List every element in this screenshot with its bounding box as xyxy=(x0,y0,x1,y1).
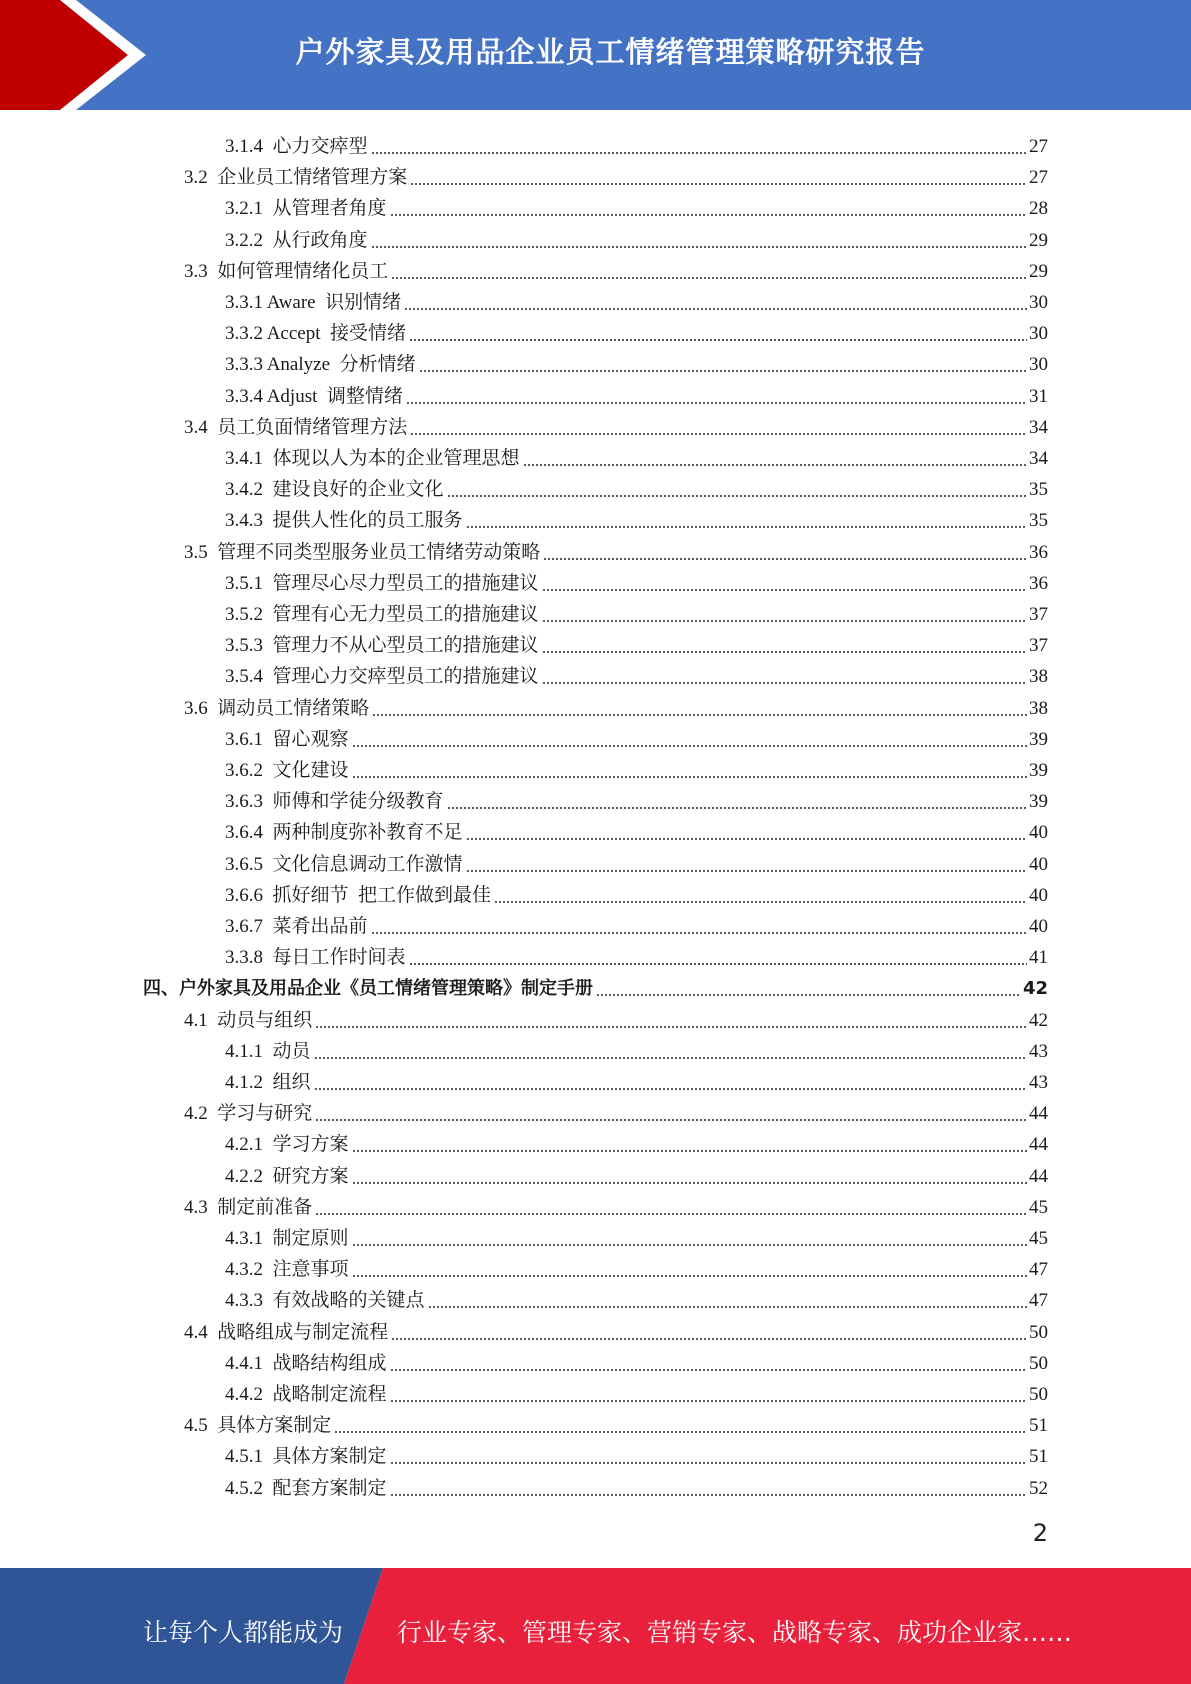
toc-entry-label: 3.3.8 每日工作时间表 xyxy=(225,947,406,968)
toc-entry-page: 41 xyxy=(1029,947,1048,968)
toc-entry[interactable] xyxy=(225,751,1048,782)
page-footer xyxy=(0,1568,1191,1684)
toc-entry-page: 28 xyxy=(1029,198,1048,219)
toc-entry[interactable] xyxy=(225,595,1048,626)
toc-entry[interactable] xyxy=(225,1281,1048,1312)
toc-entry[interactable] xyxy=(225,439,1048,470)
toc-entry-label: 3.6.3 师傅和学徒分级教育 xyxy=(225,791,444,812)
toc-entry-label: 3.2.2 从行政角度 xyxy=(225,230,368,251)
toc-entry-label: 3.4.2 建设良好的企业文化 xyxy=(225,479,444,500)
toc-leader-dots xyxy=(315,1026,1027,1028)
toc-entry-page: 40 xyxy=(1029,916,1048,937)
toc-entry-label: 3.6.6 抓好细节 把工作做到最佳 xyxy=(225,885,492,906)
toc-leader-dots xyxy=(352,745,1027,747)
toc-entry-page: 43 xyxy=(1029,1072,1048,1093)
toc-entry-label: 4.2.1 学习方案 xyxy=(225,1134,349,1155)
toc-entry-page: 47 xyxy=(1029,1259,1048,1280)
toc-leader-dots xyxy=(371,152,1027,154)
toc-entry-page: 34 xyxy=(1029,417,1048,438)
toc-entry[interactable] xyxy=(184,1094,1048,1125)
toc-leader-dots xyxy=(409,339,1027,341)
toc-entry-page: 30 xyxy=(1029,323,1048,344)
toc-entry-page: 35 xyxy=(1029,510,1048,531)
toc-entry-page: 37 xyxy=(1029,635,1048,656)
toc-entry-label: 3.5.4 管理心力交瘁型员工的措施建议 xyxy=(225,666,539,687)
toc-entry-label: 4.2.2 研究方案 xyxy=(225,1166,349,1187)
toc-entry-label: 3.6.7 菜肴出品前 xyxy=(225,916,368,937)
page-header xyxy=(0,0,1191,110)
toc-entry-page: 44 xyxy=(1029,1134,1048,1155)
toc-entry[interactable] xyxy=(184,1313,1048,1344)
toc-entry-label: 3.2.1 从管理者角度 xyxy=(225,198,387,219)
toc-entry-page: 38 xyxy=(1029,666,1048,687)
toc-entry-page: 52 xyxy=(1029,1478,1048,1499)
toc-entry-label: 3.3.2 Accept 接受情绪 xyxy=(225,323,407,344)
toc-entry-page: 44 xyxy=(1029,1166,1048,1187)
toc-entry-label: 4.1 动员与组织 xyxy=(184,1010,313,1031)
toc-leader-dots xyxy=(406,402,1027,404)
toc-entry-label: 3.3.4 Adjust 调整情绪 xyxy=(225,386,403,407)
toc-entry-page: 36 xyxy=(1029,542,1048,563)
toc-entry[interactable] xyxy=(143,969,1048,1000)
toc-entry-page: 39 xyxy=(1029,760,1048,781)
toc-entry[interactable] xyxy=(225,1157,1048,1188)
toc-leader-dots xyxy=(466,838,1027,840)
toc-entry-label: 3.6.1 留心观察 xyxy=(225,729,349,750)
toc-leader-dots xyxy=(390,214,1027,216)
toc-leader-dots xyxy=(409,963,1027,965)
toc-entry-page: 44 xyxy=(1029,1103,1048,1124)
toc-entry[interactable] xyxy=(225,1344,1048,1375)
toc-entry[interactable] xyxy=(225,377,1048,408)
toc-entry[interactable] xyxy=(184,1001,1048,1032)
toc-leader-dots xyxy=(372,714,1027,716)
toc-entry[interactable] xyxy=(225,1125,1048,1156)
toc-entry-label: 4.3.2 注意事项 xyxy=(225,1259,349,1280)
toc-entry-page: 40 xyxy=(1029,854,1048,875)
toc-entry[interactable] xyxy=(184,408,1048,439)
toc-leader-dots xyxy=(390,1400,1027,1402)
toc-leader-dots xyxy=(390,1369,1027,1371)
toc-leader-dots xyxy=(371,932,1027,934)
toc-entry-label: 3.5.3 管理力不从心型员工的措施建议 xyxy=(225,635,539,656)
toc-entry[interactable] xyxy=(225,501,1048,532)
toc-entry-page: 30 xyxy=(1029,292,1048,313)
toc-entry-page: 50 xyxy=(1029,1353,1048,1374)
toc-entry-label: 3.6.2 文化建设 xyxy=(225,760,349,781)
toc-entry-page: 30 xyxy=(1029,354,1048,375)
toc-entry-label: 4.5.1 具体方案制定 xyxy=(225,1446,387,1467)
toc-entry[interactable] xyxy=(225,657,1048,688)
toc-entry-label: 4.3.1 制定原则 xyxy=(225,1228,349,1249)
toc-entry-page: 29 xyxy=(1029,261,1048,282)
toc-entry[interactable] xyxy=(225,626,1048,657)
toc-entry[interactable] xyxy=(225,938,1048,969)
toc-entry-label: 4.5 具体方案制定 xyxy=(184,1415,332,1436)
toc-leader-dots xyxy=(352,1182,1027,1184)
toc-entry[interactable] xyxy=(225,813,1048,844)
toc-entry[interactable] xyxy=(225,1469,1048,1500)
toc-entry[interactable] xyxy=(225,564,1048,595)
toc-entry-page: 37 xyxy=(1029,604,1048,625)
toc-leader-dots xyxy=(391,277,1027,279)
toc-entry-page: 51 xyxy=(1029,1415,1048,1436)
toc-leader-dots xyxy=(466,870,1027,872)
toc-entry-label: 3.6 调动员工情绪策略 xyxy=(184,698,370,719)
toc-entry-page: 36 xyxy=(1029,573,1048,594)
toc-entry-label: 4.3.3 有效战略的关键点 xyxy=(225,1290,425,1311)
toc-entry[interactable] xyxy=(225,314,1048,345)
toc-entry-page: 38 xyxy=(1029,698,1048,719)
toc-entry[interactable] xyxy=(225,221,1048,252)
toc-entry[interactable] xyxy=(184,689,1048,720)
toc-entry-label: 3.4.3 提供人性化的员工服务 xyxy=(225,510,463,531)
toc-entry[interactable] xyxy=(225,907,1048,938)
toc-entry-page: 39 xyxy=(1029,791,1048,812)
toc-entry[interactable] xyxy=(184,533,1048,564)
toc-leader-dots xyxy=(391,1338,1027,1340)
toc-leader-dots xyxy=(315,1213,1027,1215)
toc-entry-label: 3.3 如何管理情绪化员工 xyxy=(184,261,389,282)
toc-leader-dots xyxy=(542,620,1027,622)
toc-entry[interactable] xyxy=(225,845,1048,876)
toc-entry-page: 50 xyxy=(1029,1322,1048,1343)
toc-entry[interactable] xyxy=(225,1032,1048,1063)
toc-entry-page: 40 xyxy=(1029,822,1048,843)
toc-leader-dots xyxy=(352,1150,1027,1152)
toc-leader-dots xyxy=(334,1431,1027,1433)
toc-entry-page: 27 xyxy=(1029,167,1048,188)
toc-entry-page: 42 xyxy=(1029,1010,1048,1031)
page-number: 2 xyxy=(1032,1519,1048,1547)
toc-entry-label: 3.5.1 管理尽心尽力型员工的措施建议 xyxy=(225,573,539,594)
toc-entry[interactable] xyxy=(184,1188,1048,1219)
toc-leader-dots xyxy=(523,464,1027,466)
toc-entry[interactable] xyxy=(225,189,1048,220)
toc-entry[interactable] xyxy=(225,782,1048,813)
toc-entry[interactable] xyxy=(225,1219,1048,1250)
toc-leader-dots xyxy=(352,1244,1027,1246)
toc-entry-label: 4.3 制定前准备 xyxy=(184,1197,313,1218)
toc-entry-label: 4.4.2 战略制定流程 xyxy=(225,1384,387,1405)
toc-entry-page: 39 xyxy=(1029,729,1048,750)
toc-leader-dots xyxy=(410,433,1027,435)
toc-entry[interactable] xyxy=(184,252,1048,283)
toc-entry-label: 3.6.5 文化信息调动工作激情 xyxy=(225,854,463,875)
toc-entry[interactable] xyxy=(184,158,1048,189)
toc-leader-dots xyxy=(352,776,1027,778)
toc-leader-dots xyxy=(352,1275,1027,1277)
toc-leader-dots xyxy=(390,1494,1027,1496)
toc-leader-dots xyxy=(404,308,1027,310)
toc-leader-dots xyxy=(419,370,1027,372)
toc-leader-dots xyxy=(466,526,1027,528)
toc-leader-dots xyxy=(410,183,1027,185)
toc-entry-label: 3.3.1 Aware 识别情绪 xyxy=(225,292,402,313)
toc-entry-label: 4.2 学习与研究 xyxy=(184,1103,313,1124)
toc-entry-label: 4.4.1 战略结构组成 xyxy=(225,1353,387,1374)
toc-entry-label: 3.6.4 两种制度弥补教育不足 xyxy=(225,822,463,843)
toc-entry-label: 3.4.1 体现以人为本的企业管理思想 xyxy=(225,448,520,469)
toc-entry-page: 40 xyxy=(1029,885,1048,906)
toc-leader-dots xyxy=(314,1088,1027,1090)
footer-slogan-right: 行业专家、管理专家、营销专家、战略专家、成功企业家…… xyxy=(397,1618,1073,1647)
toc-leader-dots xyxy=(447,807,1027,809)
toc-entry-page: 50 xyxy=(1029,1384,1048,1405)
toc-entry-label: 3.1.4 心力交瘁型 xyxy=(225,136,368,157)
toc-entry-label: 3.5.2 管理有心无力型员工的措施建议 xyxy=(225,604,539,625)
toc-entry-page: 34 xyxy=(1029,448,1048,469)
footer-slogan-left: 让每个人都能成为 xyxy=(143,1618,344,1647)
toc-entry[interactable] xyxy=(225,1375,1048,1406)
toc-entry[interactable] xyxy=(225,470,1048,501)
toc-leader-dots xyxy=(428,1306,1027,1308)
toc-entry-label: 3.2 企业员工情绪管理方案 xyxy=(184,167,408,188)
toc-entry-label: 4.1.2 组织 xyxy=(225,1072,311,1093)
toc-leader-dots xyxy=(390,1462,1027,1464)
toc-entry-page: 47 xyxy=(1029,1290,1048,1311)
header-title: 户外家具及用品企业员工情绪管理策略研究报告 xyxy=(295,35,926,69)
toc-entry-label: 3.5 管理不同类型服务业员工情绪劳动策略 xyxy=(184,542,541,563)
toc-leader-dots xyxy=(542,682,1027,684)
toc-entry[interactable] xyxy=(225,127,1048,158)
toc-entry[interactable] xyxy=(225,1250,1048,1281)
toc-leader-dots xyxy=(315,1119,1027,1121)
toc-entry-label: 3.3.3 Analyze 分析情绪 xyxy=(225,354,416,375)
toc-entry-label: 4.1.1 动员 xyxy=(225,1041,311,1062)
toc-entry[interactable] xyxy=(225,1063,1048,1094)
toc-entry-page: 27 xyxy=(1029,136,1048,157)
toc-entry[interactable] xyxy=(225,345,1048,376)
toc-leader-dots xyxy=(596,994,1021,996)
toc-entry-label: 4.5.2 配套方案制定 xyxy=(225,1478,387,1499)
toc-entry-page: 45 xyxy=(1029,1197,1048,1218)
toc-leader-dots xyxy=(542,589,1027,591)
toc-entry-page: 45 xyxy=(1029,1228,1048,1249)
toc-leader-dots xyxy=(542,651,1027,653)
toc-entry-page: 42 xyxy=(1022,978,1048,999)
toc-entry-label: 3.4 员工负面情绪管理方法 xyxy=(184,417,408,438)
toc-entry-page: 35 xyxy=(1029,479,1048,500)
toc-entry[interactable] xyxy=(225,876,1048,907)
toc-entry-page: 31 xyxy=(1029,386,1048,407)
toc-entry[interactable] xyxy=(225,283,1048,314)
toc-entry-label: 4.4 战略组成与制定流程 xyxy=(184,1322,389,1343)
toc-entry-page: 43 xyxy=(1029,1041,1048,1062)
toc-leader-dots xyxy=(447,495,1027,497)
toc-entry-label: 四、户外家具及用品企业《员工情绪管理策略》制定手册 xyxy=(143,978,593,999)
toc-entry[interactable] xyxy=(184,1406,1048,1437)
toc-leader-dots xyxy=(543,558,1027,560)
toc-leader-dots xyxy=(314,1057,1027,1059)
toc-leader-dots xyxy=(494,901,1027,903)
toc-entry[interactable] xyxy=(225,1437,1048,1468)
toc-leader-dots xyxy=(371,246,1027,248)
toc-entry-page: 29 xyxy=(1029,230,1048,251)
toc-entry[interactable] xyxy=(225,720,1048,751)
toc-entry-page: 51 xyxy=(1029,1446,1048,1467)
